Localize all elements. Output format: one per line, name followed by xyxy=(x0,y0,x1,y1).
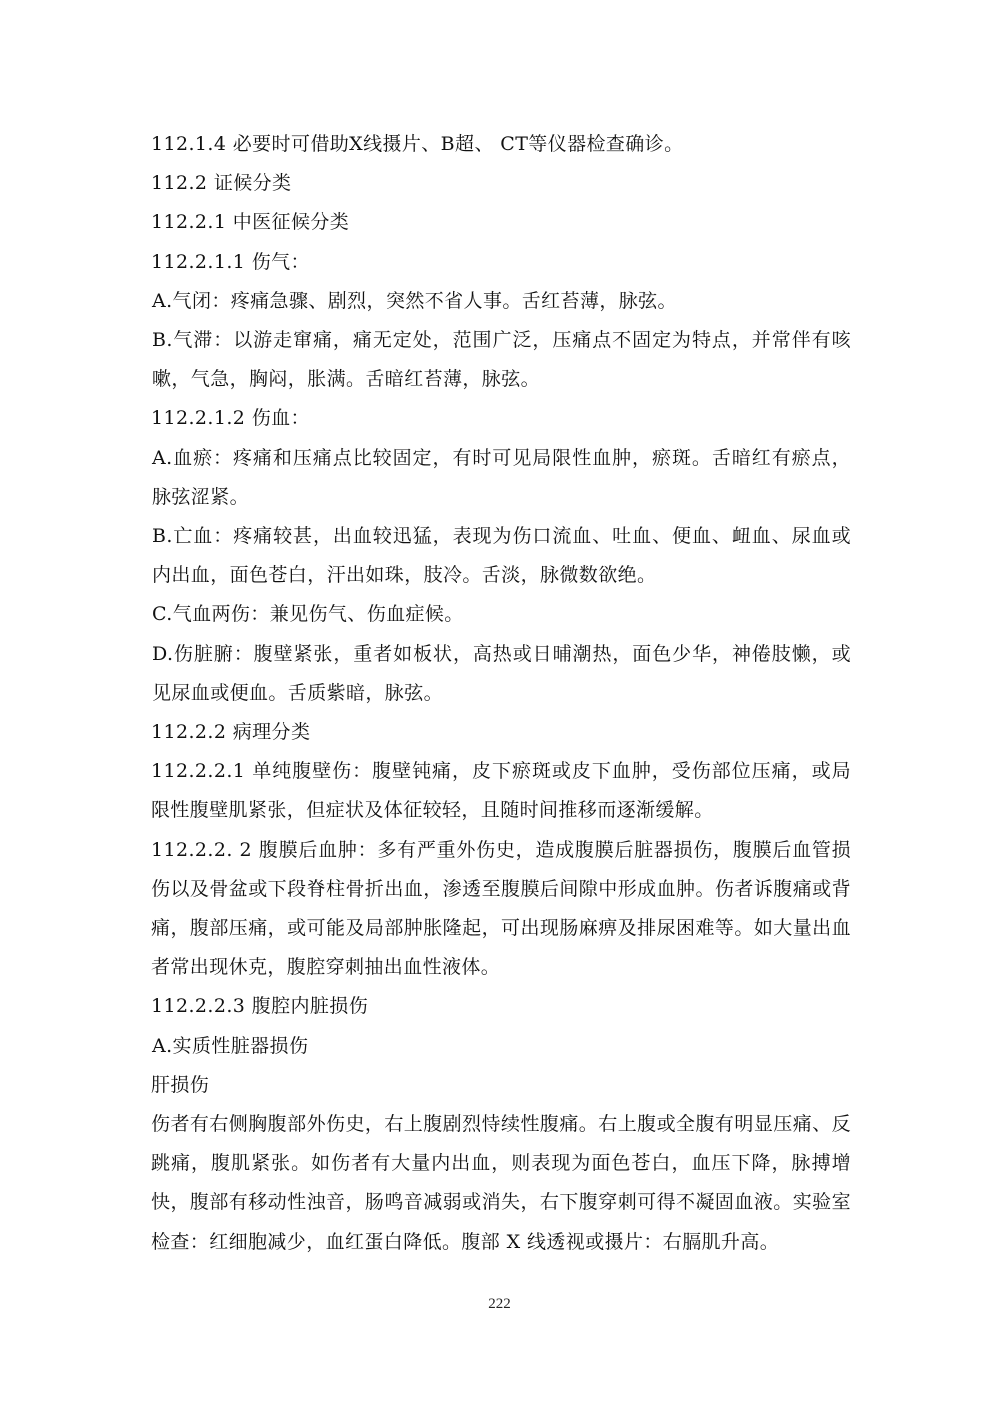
heading-112-2-2: 112.2.2 病理分类 xyxy=(151,721,311,744)
page-number: 222 xyxy=(488,1296,511,1312)
paragraph-shang-zang-fu: D.伤脏腑：腹壁紧张，重者如板状，高热或日晡潮热，面色少华，神倦肢懒，或见尿血或便血。舌质紫暗，脉弦。 xyxy=(152,642,851,704)
heading-solid-organ-injury: A.实质性脏器损伤 xyxy=(152,1034,309,1057)
heading-112-2: 112.2 证候分类 xyxy=(151,172,292,195)
document-body xyxy=(151,125,851,1262)
heading-liver-injury: 肝损伤 xyxy=(151,1073,210,1096)
paragraph-112-2-2-2: 112.2.2. 2 腹膜后血肿：多有严重外伤史，造成腹膜后脏器损伤，腹膜后血管损伤以及骨盆或下段脊柱骨折出血，渗透至腹膜后间隙中形成血肿。伤者诉腹痛或背痛，腹部压痛，或可能及局部肿胀隆起，可出现肠麻痹及排尿困难等。如大量出血者常出现休克，腹腔穿刺抽出血性液体。 xyxy=(151,838,851,979)
paragraph-qi-bi: A.气闭：疼痛急骤、剧烈，突然不省人事。舌红苔薄，脉弦。 xyxy=(152,289,677,312)
paragraph-xue-yu: A.血瘀：疼痛和压痛点比较固定，有时可见局限性血肿，瘀斑。舌暗红有瘀点，脉弦涩紧。 xyxy=(152,446,851,508)
paragraph-112-2-2-1: 112.2.2.1 单纯腹壁伤：腹壁钝痛，皮下瘀斑或皮下血肿，受伤部位压痛，或局限性腹壁肌紧张，但症状及体征较轻，且随时间推移而逐渐缓解。 xyxy=(151,760,851,822)
paragraph-qi-zhi: B.气滞：以游走窜痛，痛无定处，范围广泛，压痛点不固定为特点，并常伴有咳嗽，气急，胸闷，胀满。舌暗红苔薄，脉弦。 xyxy=(152,329,851,391)
heading-112-2-1-2: 112.2.1.2 伤血： xyxy=(151,407,310,430)
paragraph-wang-xue: B.亡血：疼痛较甚，出血较迅猛，表现为伤口流血、吐血、便血、衄血、尿血或内出血，面色苍白，汗出如珠，肢冷。舌淡，脉微数欲绝。 xyxy=(152,525,851,587)
paragraph-liver-injury: 伤者有右侧胸腹部外伤史，右上腹剧烈恃续性腹痛。右上腹或全腹有明显压痛、反跳痛，腹肌紧张。如伤者有大量内出血，则表现为面色苍白，血压下降，脉搏增快，腹部有移动性浊音，肠鸣音减弱或消失，右下腹穿刺可得不凝固血液。实验室检查：红细胞减少，血红蛋白降低。腹部 X 线透视或摄片：右膈肌升高。 xyxy=(151,1113,851,1253)
heading-112-2-1: 112.2.1 中医征候分类 xyxy=(151,211,350,234)
paragraph-qi-xue-liang-shang: C.气血两伤：兼见伤气、伤血症候。 xyxy=(152,603,464,626)
heading-112-2-2-3: 112.2.2.3 腹腔内脏损伤 xyxy=(151,995,369,1018)
paragraph-112-1-4: 112.1.4 必要时可借助X线摄片、B超、 CT等仪器检查确诊。 xyxy=(151,133,684,155)
heading-112-2-1-1: 112.2.1.1 伤气： xyxy=(151,250,310,273)
